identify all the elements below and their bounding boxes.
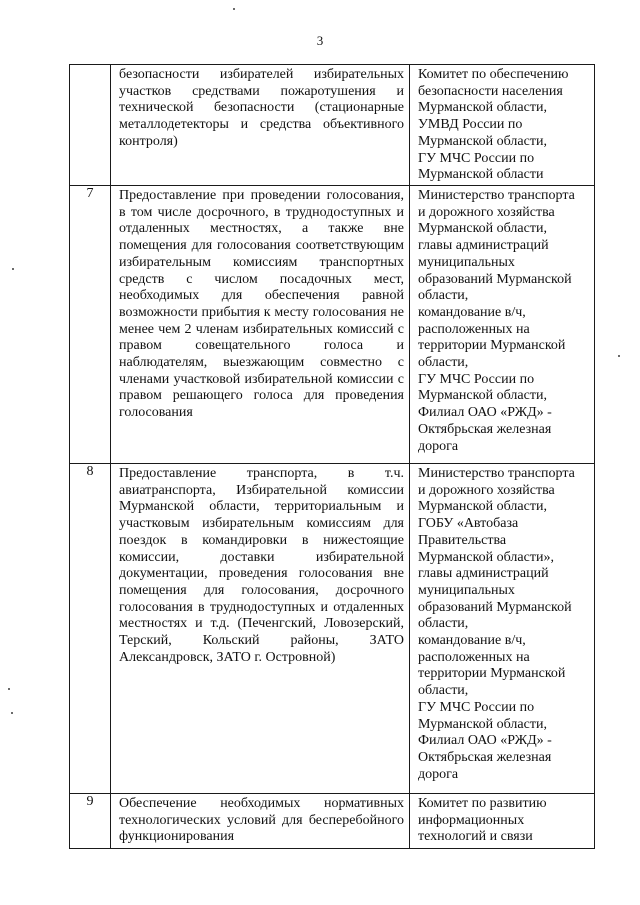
responsible-text: Комитет по развитию информационных технологий и связи <box>418 796 547 845</box>
measure-text: Предоставление транспорта, в т.ч. авиатранспорта, Избирательной комиссии Мурманской области, территориальным и участковым избирательным комиссиям для поездок в командировки в нижестоящие комиссии, доставки избирательной документации, проведения голосования вне помещения для голосования, досрочного голосования в труднодоступных и отдаленных местностях и т.д. (Печенгский, Ловозерский, Терский, Кольский районы, ЗАТО Александровск, ЗАТО г. Островной) <box>119 466 404 665</box>
page-number: 3 <box>316 33 324 48</box>
row-number <box>70 65 111 186</box>
scan-speck <box>11 712 13 714</box>
measure-text: Предоставление при проведении голосования, в том числе досрочного, в труднодоступных и отдаленных местностях, а также вне помещения для голосования соответствующим избирательным комиссиям транспортных средств с числом посадочных мест, необходимых для обеспечения равной возможности прибытия к месту голосования не менее чем 2 членам избирательных комиссий с правом совещательного голоса и наблюдателям, выезжающим совместно с членами участковой избирательной комиссии с правом решающего голоса для проведения голосования <box>119 188 404 421</box>
scan-speck <box>12 268 14 270</box>
measures-table <box>69 64 595 849</box>
row-number: 9 <box>70 794 111 849</box>
row-number: 7 <box>70 186 111 464</box>
responsible-text: Министерство транспорта и дорожного хозяйства Мурманской области, главы администраций муниципальных образований Мурманской области, командование в/ч, расположенных на территории Мурманской области, ГУ МЧС России по Мурманской области, Филиал ОАО «РЖД» - Октябрьская железная дорога <box>418 188 575 454</box>
table-row <box>70 186 595 464</box>
scan-speck <box>233 8 235 10</box>
table-row <box>70 794 595 849</box>
scan-speck <box>618 355 620 357</box>
row-number: 8 <box>70 464 111 794</box>
responsible-text: Комитет по обеспечению безопасности населения Мурманской области, УМВД России по Мурманской области, ГУ МЧС России по Мурманской области <box>418 67 569 183</box>
table-row <box>70 464 595 794</box>
responsible-text: Министерство транспорта и дорожного хозяйства Мурманской области, ГОБУ «Автобаза Правительства Мурманской области», главы администраций муниципальных образований Мурманской области, командование в/ч, расположенных на территории Мурманской области, ГУ МЧС России по Мурманской области, Филиал ОАО «РЖД» - Октябрьская железная дорога <box>418 466 575 782</box>
measure-text: Обеспечение необходимых нормативных технологических условий для бесперебойного функционирования <box>119 796 404 845</box>
table-row <box>70 65 595 186</box>
measure-text: безопасности избирателей избирательных участков средствами пожаротушения и технической безопасности (стационарные металлодетекторы и средства объективного контроля) <box>119 67 404 149</box>
scan-speck <box>8 688 10 690</box>
